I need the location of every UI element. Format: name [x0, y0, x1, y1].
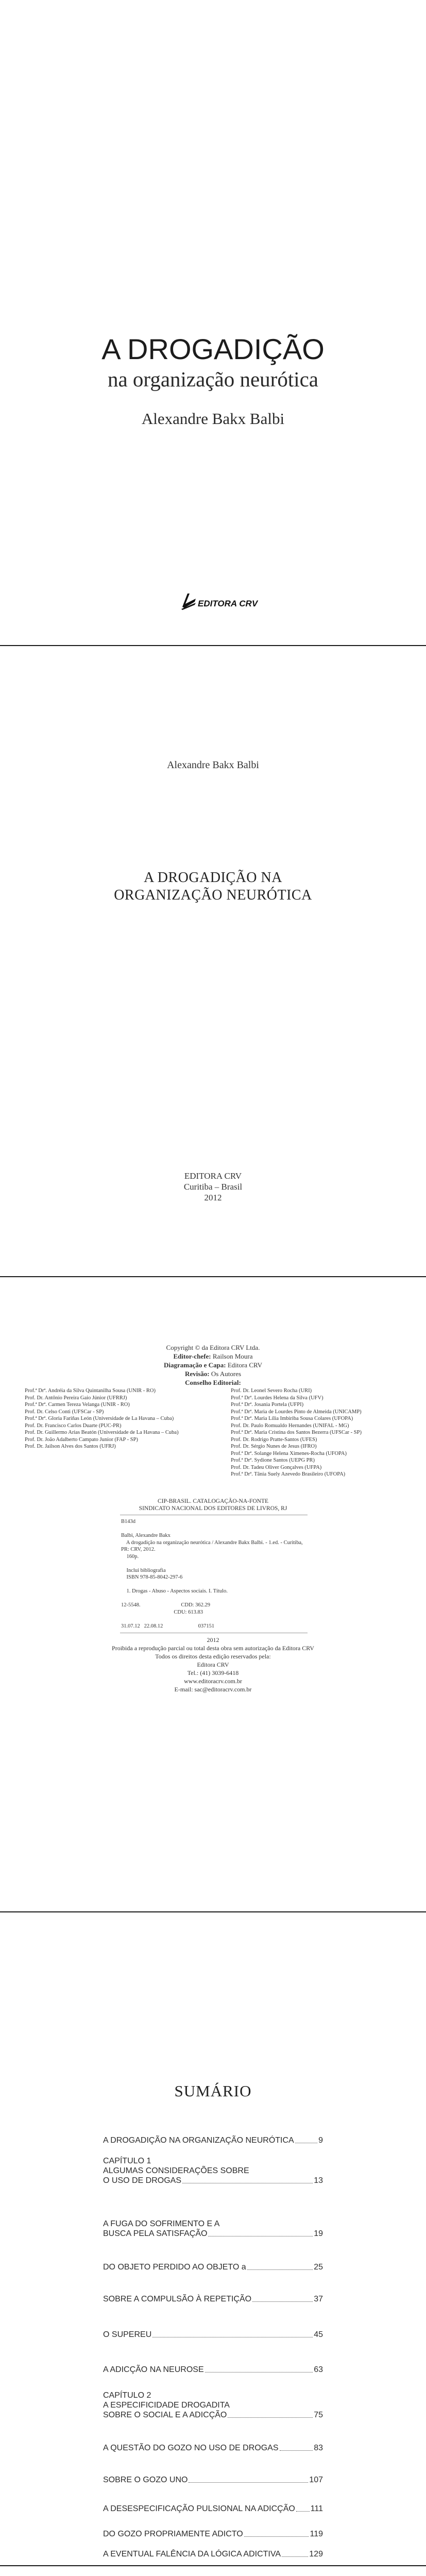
toc-entry-text: A DROGADIÇÃO NA ORGANIZAÇÃO NEURÓTICA — [103, 2136, 294, 2145]
toc-entry-text: SOBRE O SOCIAL E A ADICÇÃO — [103, 2411, 227, 2419]
toc-leader-dots — [282, 2556, 308, 2557]
site: www.editoracrv.com.br — [184, 1677, 242, 1685]
board-member: Prof. Dr. Tadeu Oliver Gonçalves (UFPA) — [231, 1464, 322, 1470]
prohibited-text: Proibida a reprodução parcial ou total desta obra sem autorização da Editora CRV — [112, 1645, 314, 1652]
toc-page-number: 25 — [314, 2263, 323, 2272]
toc-entry[interactable] — [103, 2262, 323, 2272]
toc-entry[interactable] — [103, 2475, 323, 2485]
board-left-list — [25, 1387, 199, 1450]
toc-entry[interactable] — [103, 2294, 323, 2304]
toc-entry-text: BUSCA PELA SATISFAÇÃO — [103, 2229, 208, 2238]
toc-page-number: 19 — [314, 2229, 323, 2238]
catalog-line — [121, 1581, 327, 1588]
board-member: Prof.ª Drª. Gloria Fariñas León (Universidade de La Havana – Cuba) — [25, 1416, 174, 1421]
toc-leader-dots — [228, 2417, 313, 2418]
catalog-line — [121, 1526, 327, 1533]
toc-entry[interactable] — [103, 2136, 323, 2145]
toc-entry[interactable] — [103, 2365, 323, 2375]
conselho-title: Conselho Editorial: — [185, 1379, 241, 1386]
catalog-line — [121, 1616, 327, 1623]
catalog-line: CDU: 613.83 — [121, 1609, 203, 1615]
toc-entry-text: CAPÍTULO 1 — [103, 2157, 151, 2165]
cip-line1: CIP-BRASIL. CATALOGAÇÃO-NA-FONTE — [157, 1498, 269, 1504]
title-page-title-line1: A DROGADIÇÃO NA — [144, 870, 282, 886]
cip-line2: SINDICATO NACIONAL DOS EDITORES DE LIVROS, RJ — [139, 1505, 287, 1512]
board-member: Prof. Dr. João Adalberto Campato Junior (FAP - SP) — [25, 1436, 138, 1443]
catalog-line — [121, 1595, 327, 1602]
toc-entry-text: O SUPEREU — [103, 2330, 152, 2339]
catalog-line: 160p. — [121, 1553, 139, 1560]
rights-line2: Editora CRV — [197, 1661, 229, 1668]
toc-entry-text: SOBRE O GOZO UNO — [103, 2476, 188, 2484]
board-member: Prof.ª Drª. Tânia Suely Azevedo Brasileiro (UFOPA) — [231, 1471, 346, 1477]
catalog-line: Balbi, Alexandre Bakx — [121, 1533, 171, 1538]
title-page-publisher: EDITORA CRV — [184, 1171, 242, 1181]
toc-page-number: 63 — [314, 2365, 323, 2374]
toc-entry[interactable] — [103, 2156, 323, 2185]
email: E-mail: sac@editoracrv.com.br — [174, 1686, 252, 1693]
toc-entry[interactable] — [103, 2529, 323, 2539]
board-member: Prof.ª Drª. Josania Portela (UFPI) — [231, 1402, 304, 1408]
board-member: Prof.ª Drª. Maria Lília Imbiriba Sousa Colares (UFOPA) — [231, 1416, 353, 1421]
toc-entry-text: A DESESPECIFICAÇÃO PULSIONAL NA ADICÇÃO — [103, 2504, 295, 2513]
toc-leader-dots — [252, 2301, 313, 2302]
board-member: Prof. Dr. Guillermo Arias Beatón (Universidade de La Havana – Cuba) — [25, 1430, 179, 1435]
catalog-line: B143d — [121, 1519, 136, 1524]
toc-entry[interactable] — [103, 2330, 323, 2340]
toc-entry[interactable] — [103, 2549, 323, 2559]
toc-entry-text: A QUESTÃO DO GOZO NO USO DE DROGAS — [103, 2444, 279, 2452]
toc-entry-text: A ESPECIFICIDADE DROGADITA — [103, 2401, 230, 2410]
toc-page-number: 75 — [314, 2411, 323, 2419]
board-member: Prof.ª Drª. Carmen Tereza Velanga (UNIR - RO) — [25, 1402, 130, 1408]
summary-heading: SUMÁRIO — [174, 2082, 252, 2100]
toc-leader-dots — [247, 2269, 313, 2270]
board-member: Prof. Dr. Francisco Carlos Duarte (PUC-PR) — [25, 1422, 122, 1429]
toc-leader-dots — [296, 2511, 310, 2512]
title-page-city: Curitiba – Brasil — [183, 1182, 243, 1192]
catalog-line: 12-5548. CDD: 362.29 — [121, 1602, 210, 1608]
board-member: Prof.ª Drª. Maria Cristina dos Santos Bezerra (UFSCar - SP) — [231, 1430, 362, 1435]
copyright-year: 2012 — [207, 1636, 219, 1643]
toc-entry[interactable] — [103, 2504, 323, 2514]
board-member: Prof.ª Drª. Sydione Santos (UEPG PR) — [231, 1458, 315, 1463]
summary-page-2 — [0, 2567, 426, 2576]
title-page — [0, 647, 426, 1276]
toc-entry-text: O USO DE DROGAS — [103, 2176, 182, 2185]
toc-page-number: 45 — [314, 2330, 323, 2339]
board-member: Prof. Dr. Celso Conti (UFSCar - SP) — [25, 1409, 104, 1415]
board-member: Prof.ª Drª. Lourdes Helena da Silva (UFV) — [231, 1395, 323, 1401]
board-member: Prof. Dr. Sérgio Nunes de Jesus (IFRO) — [231, 1444, 317, 1449]
board-member: Prof. Dr. Jailson Alves dos Santos (UFRJ) — [25, 1444, 116, 1449]
toc-entry[interactable] — [103, 2219, 323, 2239]
copyright-line: Copyright © da Editora CRV Ltda. — [166, 1344, 260, 1351]
board-member: Prof. Dr. Antônio Pereira Gaio Júnior (UFRRJ) — [25, 1395, 127, 1401]
title-page-title-line2: ORGANIZAÇÃO NEURÓTICA — [114, 887, 312, 903]
diagramacao: Diagramação e Capa: Editora CRV — [163, 1361, 263, 1369]
catalog-line: 31.07.12 22.08.12 037151 — [121, 1623, 215, 1629]
toc-entry-text: A FUGA DO SOFRIMENTO E A — [103, 2219, 220, 2228]
rights-line1: Todos os direitos desta edição reservados pela: — [155, 1653, 271, 1660]
title-page-year: 2012 — [204, 1193, 222, 1202]
toc-page-number: 37 — [314, 2295, 323, 2303]
toc-page-number: 9 — [318, 2136, 323, 2145]
cover-page — [0, 0, 426, 644]
publisher-logo — [180, 591, 258, 612]
catalog-line: 1. Drogas - Abuso - Aspectos sociais. I. Título. — [121, 1588, 228, 1594]
board-member: Prof. Dr. Paulo Romualdo Hernandes (UNIFAL - MG) — [231, 1422, 349, 1429]
toc-page-number: 83 — [314, 2444, 323, 2452]
board-right-list — [231, 1387, 401, 1478]
title-page-author: Alexandre Bakx Balbi — [167, 759, 259, 771]
toc-entry-text: DO OBJETO PERDIDO AO OBJETO a — [103, 2263, 246, 2272]
toc-entry-text: A EVENTUAL FALÊNCIA DA LÓGICA ADICTIVA — [103, 2550, 281, 2558]
board-member: Prof. Dr. Rodrigo Pratte-Santos (UFES) — [231, 1436, 317, 1443]
board-member: Prof. Dr. Leonel Severo Rocha (URI) — [231, 1388, 312, 1394]
catalog-line — [121, 1560, 327, 1567]
cover-title: A DROGADIÇÃO — [101, 333, 325, 365]
toc-entry[interactable] — [103, 2391, 323, 2420]
phone: Tel.: (41) 3039-6418 — [187, 1669, 239, 1676]
crv-logo-icon — [180, 591, 198, 610]
copyright-page — [0, 1278, 426, 1911]
toc-entry[interactable] — [103, 2443, 323, 2453]
board-member: Prof.ª Drª. Solange Helena Ximenes-Rocha (UFOPA) — [231, 1450, 347, 1456]
toc-entry-text: SOBRE A COMPULSÃO À REPETIÇÃO — [103, 2295, 252, 2303]
catalog-line: A drogadição na organização neurótica / Alexandre Bakx Balbi. - 1.ed. - Curitiba, — [121, 1539, 303, 1546]
toc-leader-dots — [189, 2482, 308, 2483]
catalog-card — [121, 1518, 327, 1630]
toc-page-number: 129 — [309, 2550, 323, 2558]
summary-page — [0, 1913, 426, 2565]
board-member: Prof.ª Drª. Andréia da Silva Quintanilha Sousa (UNIR - RO) — [25, 1388, 156, 1394]
cover-author: Alexandre Bakx Balbi — [141, 410, 285, 428]
revisao: Revisão: Os Autores — [184, 1370, 242, 1378]
toc-page-number: 119 — [310, 2530, 323, 2538]
toc-page-number: 13 — [314, 2176, 323, 2185]
editor-chefe: Editor-chefe: Railson Moura — [173, 1352, 253, 1360]
toc-leader-dots — [280, 2450, 313, 2451]
toc-page-number: 111 — [310, 2504, 323, 2513]
toc-entry-text: CAPÍTULO 2 — [103, 2391, 151, 2400]
toc-leader-dots — [244, 2536, 309, 2537]
catalog-line: Inclui bibliografia — [121, 1567, 166, 1573]
catalog-line: ISBN 978-85-8042-297-6 — [121, 1574, 183, 1580]
toc-entry-text: ALGUMAS CONSIDERAÇÕES SOBRE — [103, 2166, 249, 2175]
toc-entry-text: DO GOZO PROPRIAMENTE ADICTO — [103, 2530, 243, 2538]
publisher-logo-text: EDITORA CRV — [198, 599, 258, 608]
catalog-line: PR: CRV, 2012. — [121, 1547, 156, 1552]
cover-subtitle: na organização neurótica — [107, 367, 319, 391]
board-member: Prof.ª Drª. Maria de Lourdes Pinto de Almeida (UNICAMP) — [231, 1409, 362, 1415]
toc-entry-text: A ADICÇÃO NA NEUROSE — [103, 2365, 204, 2374]
toc-page-number: 107 — [309, 2476, 323, 2484]
